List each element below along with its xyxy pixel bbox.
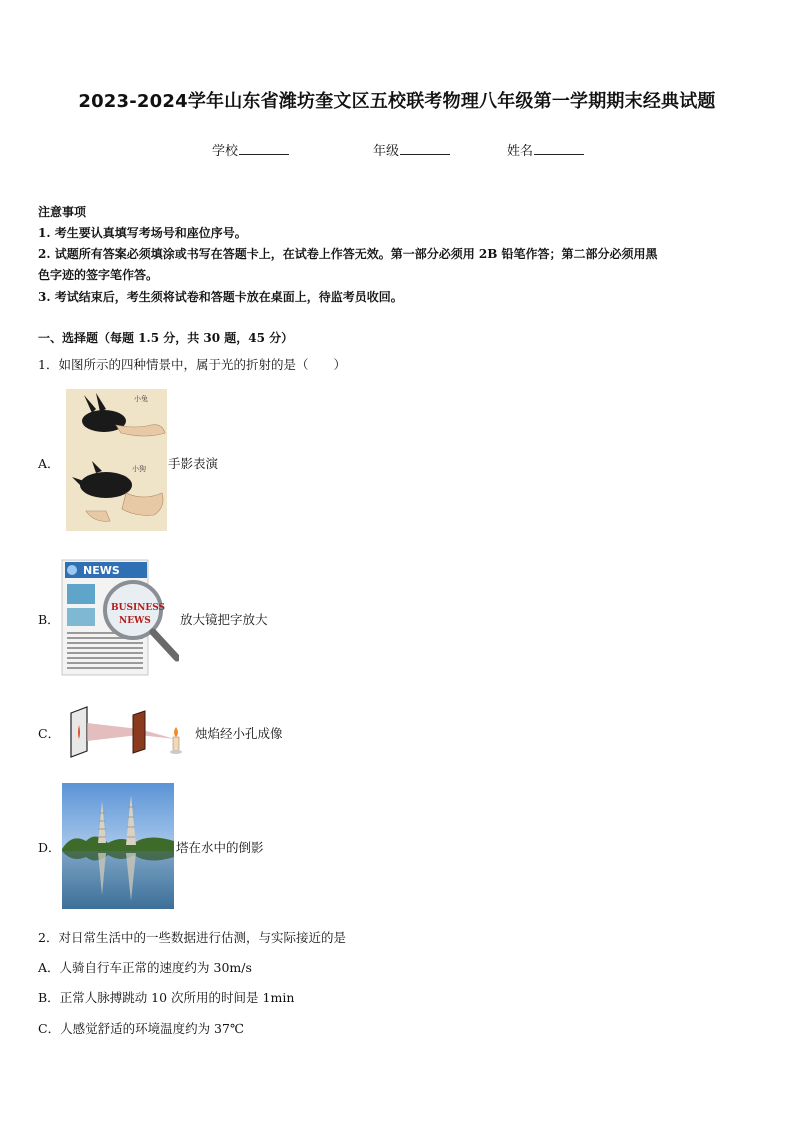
q2-option-c-text: 人感觉舒适的环境温度约为 37℃: [60, 1021, 244, 1036]
note-item: 3. 考试结束后，考生须将试卷和答题卡放在桌面上，待监考员收回。: [38, 290, 403, 304]
question-2-stem: 2．对日常生活中的一些数据进行估测，与实际接近的是: [38, 930, 346, 945]
option-a-letter: A．: [38, 456, 60, 471]
school-label: 学校: [212, 144, 239, 159]
student-info-line: [0, 140, 794, 160]
name-field[interactable]: [507, 140, 584, 159]
hand-shadow-image: [66, 389, 167, 531]
q2-option-c: [38, 1019, 244, 1037]
question-1-stem: 1．如图所示的四种情景中，属于光的折射的是（ ）: [38, 357, 346, 372]
q2-option-a: [38, 958, 252, 976]
q2-option-c-letter: C．: [38, 1021, 61, 1036]
q2-option-b: [38, 988, 294, 1006]
grade-label: 年级: [373, 144, 400, 159]
lens-text-news: NEWS: [119, 616, 151, 626]
q2-option-a-letter: A．: [38, 960, 60, 975]
section-heading: 一、选择题（每题 1.5 分，共 30 题，45 分）: [38, 331, 294, 345]
option-b-text: 放大镜把字放大: [180, 612, 268, 627]
grade-field[interactable]: [373, 140, 450, 159]
news-banner: NEWS: [83, 564, 120, 577]
rabbit-caption: 小兔: [134, 395, 148, 403]
note-item: 2. 试题所有答案必须填涂或书写在答题卡上，在试卷上作答无效。第一部分必须用 2B 铅笔作答；第二部分必须用黑: [38, 247, 658, 261]
option-c-text: 烛焰经小孔成像: [195, 726, 283, 741]
notes-heading: 注意事项: [38, 205, 87, 219]
pinhole-candle-image: [65, 705, 193, 759]
magnifier-news-image: [61, 558, 179, 679]
q2-option-a-text: 人骑自行车正常的速度约为 30m/s: [59, 960, 252, 975]
option-c-letter: C．: [38, 726, 61, 741]
name-label: 姓名: [507, 144, 534, 159]
option-d-letter: D．: [38, 840, 61, 855]
note-item: 1. 考生要认真填写考场号和座位序号。: [38, 226, 247, 240]
grade-blank[interactable]: [400, 141, 450, 155]
q2-option-b-letter: B．: [38, 990, 60, 1005]
exam-title: 2023-2024学年山东省潍坊奎文区五校联考物理八年级第一学期期末经典试题: [78, 91, 716, 112]
note-item: 色字迹的签字笔作答。: [38, 268, 159, 282]
school-blank[interactable]: [239, 141, 289, 155]
option-b-letter: B．: [38, 612, 60, 627]
option-d-text: 塔在水中的倒影: [176, 840, 264, 855]
school-field[interactable]: [212, 140, 289, 159]
q2-option-b-text: 正常人脉搏跳动 10 次所用的时间是 1min: [59, 990, 295, 1005]
name-blank[interactable]: [534, 141, 584, 155]
dog-caption: 小狗: [132, 465, 146, 473]
lens-text-business: BUSINESS: [111, 603, 166, 613]
pagoda-reflection-image: [62, 783, 174, 909]
option-a-text: 手影表演: [168, 456, 219, 471]
